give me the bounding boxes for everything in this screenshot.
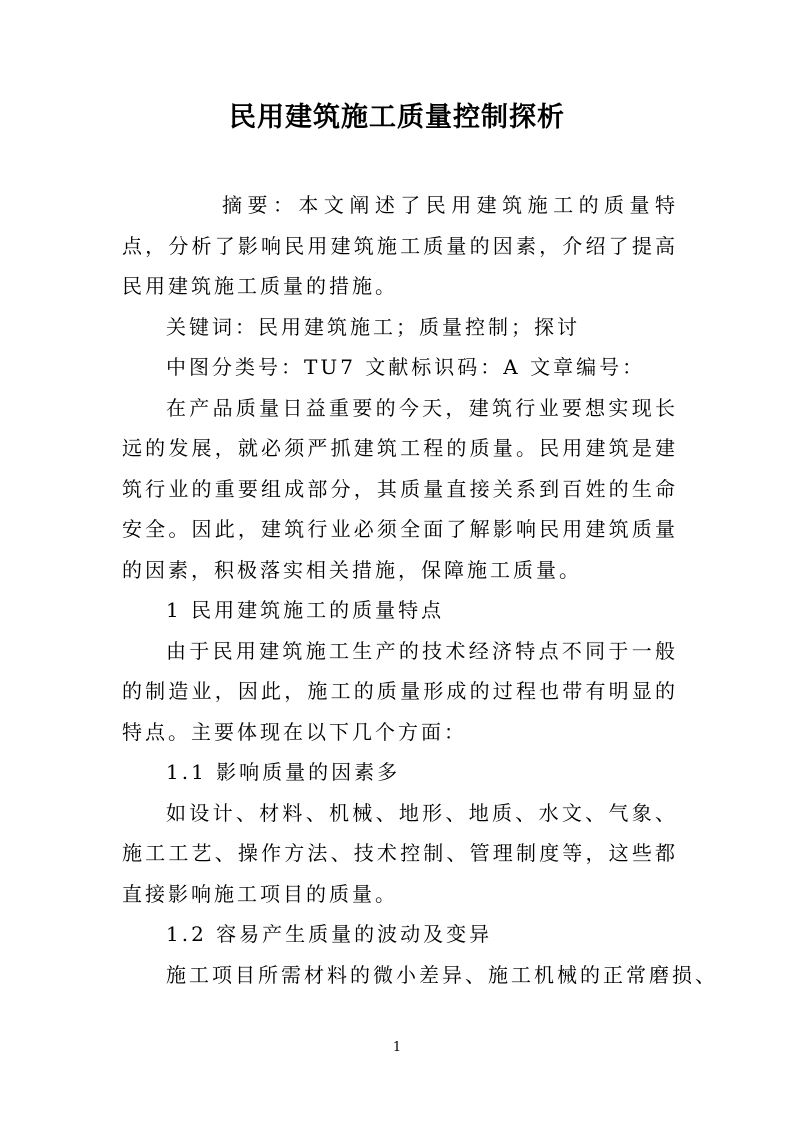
intro-paragraph: 在产品质量日益重要的今天，建筑行业要想实现长远的发展，就必须严抓建筑工程的质量。民用建筑是建筑行业的重要组成部分，其质量直接关系到百姓的生命安全。因此，建筑行业必须全面了解影响民用建筑质量的因素，积极落实相关措施，保障施工质量。 — [122, 395, 678, 582]
document-body — [122, 185, 718, 995]
classification-paragraph: 中图分类号：TU7 文献标识码：A 文章编号： — [166, 355, 646, 379]
subsection-1-1-paragraph: 如设计、材料、机械、地形、地质、水文、气象、施工工艺、操作方法、技术控制、管理制度等，这些都直接影响施工项目的质量。 — [122, 800, 678, 906]
page-number: 1 — [392, 1040, 402, 1055]
document-title: 民用建筑施工质量控制探析 — [229, 102, 565, 133]
abstract-paragraph: 摘要：本文阐述了民用建筑施工的质量特点，分析了影响民用建筑施工质量的因素，介绍了提高民用建筑施工质量的措施。 — [122, 193, 678, 298]
subsection-heading-1-2: 1.2 容易产生质量的波动及变异 — [166, 922, 493, 946]
section-1-paragraph: 由于民用建筑施工生产的技术经济特点不同于一般的制造业，因此，施工的质量形成的过程也带有明显的特点。主要体现在以下几个方面： — [122, 638, 678, 744]
subsection-1-2-paragraph: 施工项目所需材料的微小差异、施工机械的正常磨损、 — [166, 962, 718, 987]
subsection-heading-1-1: 1.1 影响质量的因素多 — [166, 760, 401, 784]
section-heading-1: 1 民用建筑施工的质量特点 — [166, 598, 445, 622]
keywords-paragraph: 关键词：民用建筑施工；质量控制；探讨 — [166, 314, 580, 339]
